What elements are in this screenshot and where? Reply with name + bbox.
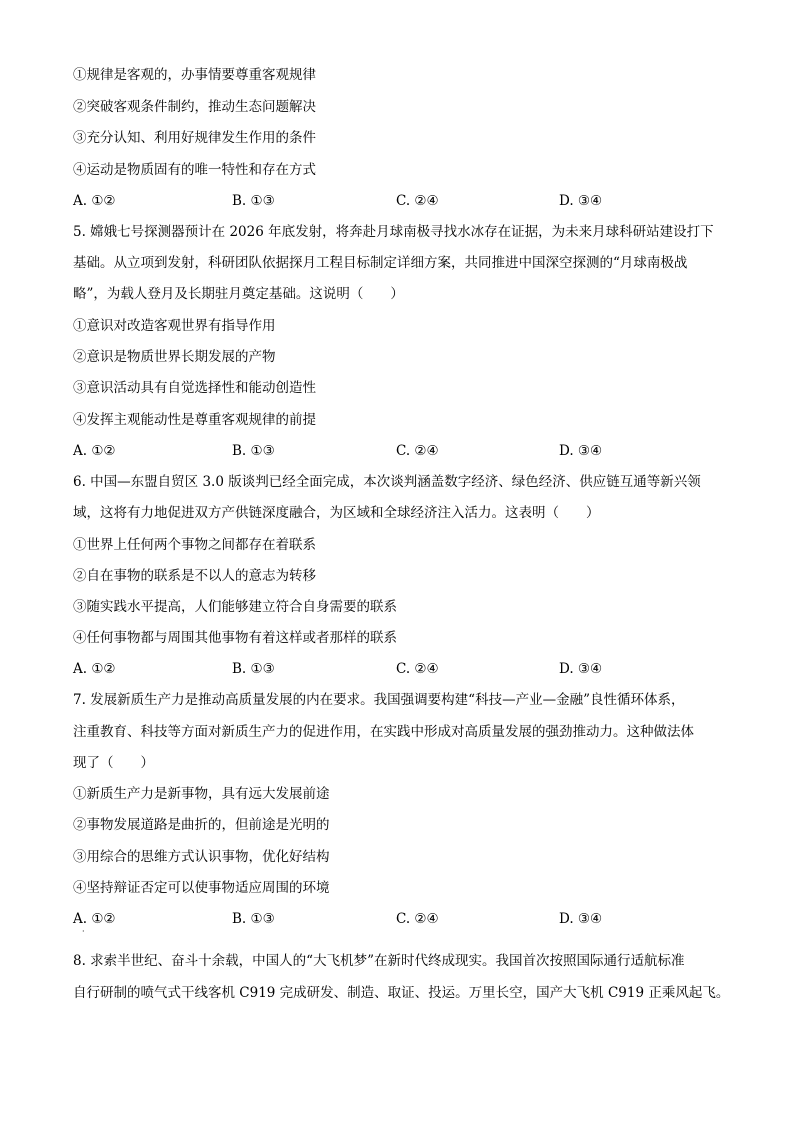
q7-statement-4: ④坚持辩证否定可以使事物适应周围的环境 [73,880,330,896]
q7-options [73,910,733,928]
q6-options [73,660,733,678]
q4-statement-4: ④运动是物质固有的唯一特性和存在方式 [73,162,316,178]
q6-statement-2: ②自在事物的联系是不以人的意志为转移 [73,568,316,584]
q5-statement-3: ③意识活动具有自觉选择性和能动创造性 [73,380,316,396]
q6-stem-line-1: 6. 中国—东盟自贸区 3.0 版谈判已经全面完成，本次谈判涵盖数字经济、绿色经济、供应链互通等新兴领 [73,474,701,490]
q6-stem-line-2: 域，这将有力地促进双方产供链深度融合，为区域和全球经济注入活力。这表明（ ） [73,505,600,521]
q7-statement-1: ①新质生产力是新事物，具有远大发展前途 [73,786,330,802]
q7-stem-line-3: 现了（ ） [73,755,154,771]
q7-option-a: A. ①② [73,911,116,927]
q4-statement-1: ①规律是客观的，办事情要尊重客观规律 [73,67,316,83]
q6-option-a: A. ①② [73,661,116,677]
q7-option-d: D. ③④ [559,911,603,927]
q7-stem-line-2: 注重教育、科技等方面对新质生产力的促进作用，在实践中形成对高质量发展的强劲推动力。这种做法体 [73,724,694,740]
q8-stem-line-1: 8. 求索半世纪、奋斗十余载，中国人的“大飞机梦”在新时代终成现实。我国首次按照国际通行适航标准 [73,953,685,969]
q6-statement-4: ④任何事物都与周围其他事物有着这样或者那样的联系 [73,630,397,646]
q6-option-c: C. ②④ [396,661,439,677]
q4-options [73,192,733,210]
q4-option-d: D. ③④ [559,193,603,209]
q5-statement-2: ②意识是物质世界长期发展的产物 [73,349,276,365]
q4-option-a: A. ①② [73,193,116,209]
q6-option-b: B. ①③ [232,661,275,677]
q5-option-b: B. ①③ [232,443,275,459]
q4-option-c: C. ②④ [396,193,439,209]
q5-stem-line-2: 基础。从立项到发射，科研团队依据探月工程目标制定详细方案，共同推进中国深空探测的“月球南极战 [73,255,688,271]
q4-statement-2: ②突破客观条件制约，推动生态问题解决 [73,99,316,115]
q6-statement-3: ③随实践水平提高，人们能够建立符合自身需要的联系 [73,599,397,615]
q7-stem-line-1: 7. 发展新质生产力是推动高质量发展的内在要求。我国强调要构建“科技—产业—金融”良性循环体系， [73,692,685,708]
q6-statement-1: ①世界上任何两个事物之间都存在着联系 [73,537,316,553]
q5-statement-1: ①意识对改造客观世界有指导作用 [73,318,276,334]
q5-options [73,442,733,460]
q5-option-a: A. ①② [73,443,116,459]
q5-stem-line-3: 略”，为载人登月及长期驻月奠定基础。这说明（ ） [73,286,404,302]
stray-mark-dot: · [82,927,85,936]
q4-option-b: B. ①③ [232,193,275,209]
q7-option-c: C. ②④ [396,911,439,927]
q5-statement-4: ④发挥主观能动性是尊重客观规律的前提 [73,412,316,428]
q6-option-d: D. ③④ [559,661,603,677]
q5-option-c: C. ②④ [396,443,439,459]
q8-stem-line-2: 自行研制的喷气式干线客机 C919 完成研发、制造、取证、投运。万里长空，国产大飞机 C919 正乘风起飞。 [73,985,730,1001]
q5-stem-line-1: 5. 嫦娥七号探测器预计在 2026 年底发射，将奔赴月球南极寻找水冰存在证据，为未来月球科研站建设打下 [73,224,714,240]
q7-statement-3: ③用综合的思维方式认识事物，优化好结构 [73,849,330,865]
q5-option-d: D. ③④ [559,443,603,459]
q7-statement-2: ②事物发展道路是曲折的，但前途是光明的 [73,817,330,833]
q7-option-b: B. ①③ [232,911,275,927]
q4-statement-3: ③充分认知、利用好规律发生作用的条件 [73,130,316,146]
